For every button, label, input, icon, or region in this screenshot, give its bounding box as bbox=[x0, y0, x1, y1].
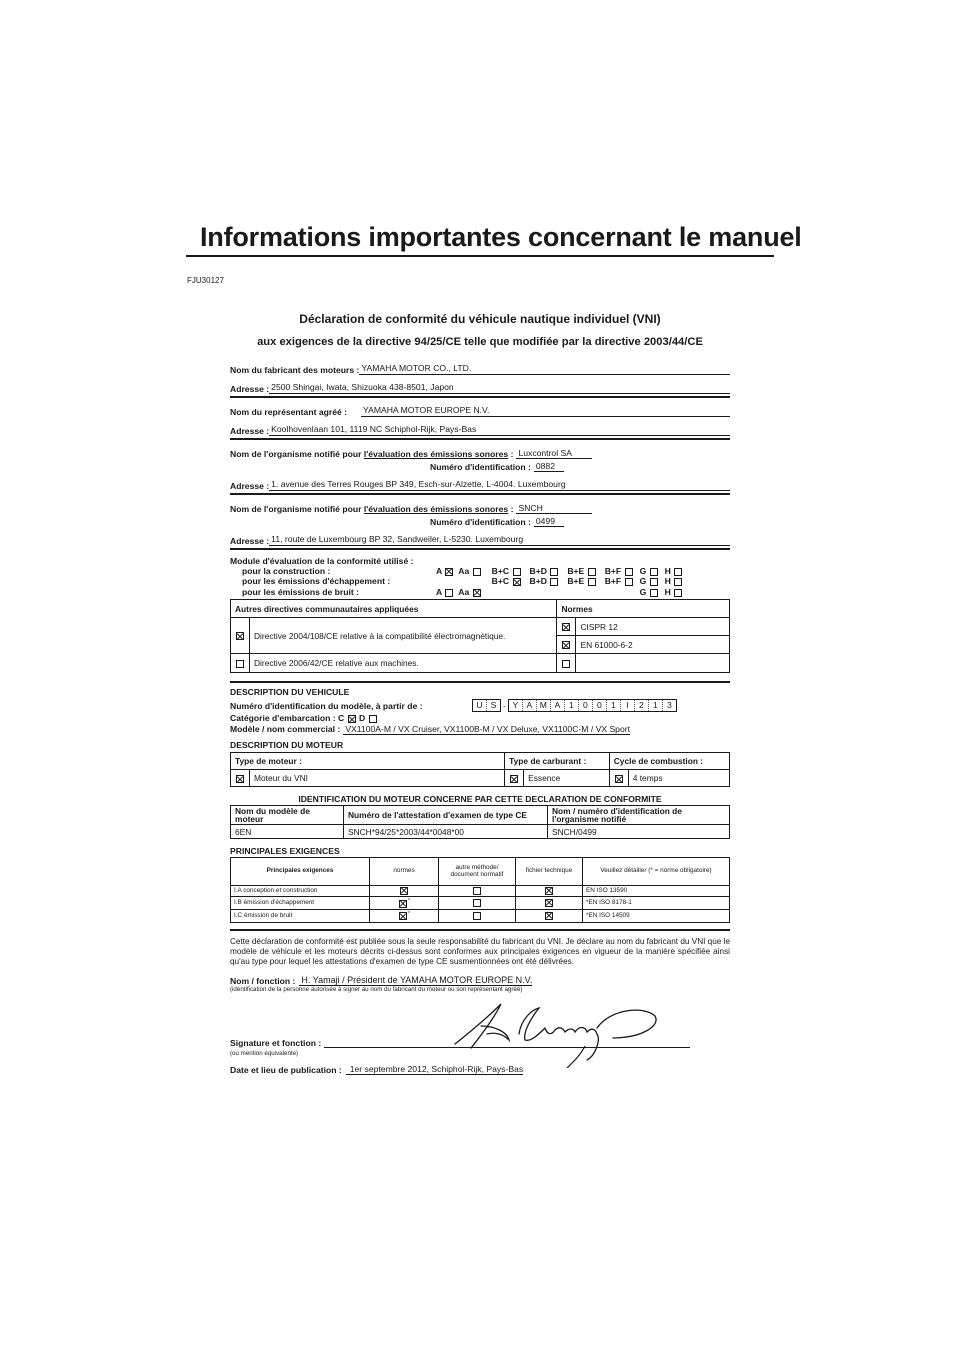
org2-row bbox=[230, 501, 730, 514]
directive-machines: Directive 2006/42/CE relative aux machines. bbox=[250, 654, 557, 673]
directives-header: Autres directives communautaires appliquées bbox=[231, 600, 557, 618]
checkbox-checked bbox=[545, 887, 553, 895]
ident-title: IDENTIFICATION DU MOTEUR CONCERNE PAR CETTE DECLARATION DE CONFORMITE bbox=[298, 794, 662, 805]
checkbox-empty bbox=[236, 660, 244, 668]
org1-row bbox=[230, 446, 730, 459]
address-label: Adresse : bbox=[230, 383, 270, 394]
checkbox-empty bbox=[674, 578, 682, 586]
org1-id-row bbox=[230, 459, 730, 472]
section-divider bbox=[230, 548, 730, 550]
declaration bbox=[230, 306, 730, 1075]
model-id-row: Numéro d'identification du modèle, à partir de : U S - Y A M A 1 0 0 1 I 2 1 3 bbox=[230, 699, 730, 712]
title-rule bbox=[186, 255, 774, 257]
normes-header: Normes bbox=[557, 600, 730, 618]
name-note: (identification de la personne autorisée à signer au nom du fabricant du moteur ou son représentant agréé) bbox=[230, 986, 523, 994]
checkbox-checked bbox=[562, 623, 570, 631]
engine-type: Moteur du VNI bbox=[250, 770, 505, 787]
module-row-label: pour les émissions de bruit : bbox=[242, 586, 359, 597]
manufacturer-row bbox=[230, 362, 730, 375]
ident-header: Nom du modèle de moteur bbox=[231, 805, 344, 825]
checkbox-checked bbox=[445, 568, 453, 576]
org1-address: 1. avenue des Terres Rouges BP 349, Esch-sur-Alzette, L-4004. Luxembourg bbox=[269, 479, 730, 491]
req-header: Veuillez détailler (* = norme obligatoire) bbox=[583, 857, 730, 885]
checkbox-empty bbox=[473, 912, 481, 920]
checkbox-empty bbox=[473, 899, 481, 907]
vin-prefix: U S bbox=[472, 699, 501, 712]
req-header: autre méthode/ document normatif bbox=[439, 857, 516, 885]
org2-id: 0499 bbox=[534, 516, 564, 527]
rep-address-row bbox=[230, 423, 730, 436]
checkbox-empty bbox=[588, 578, 596, 586]
ident-table bbox=[230, 805, 730, 840]
checkbox-checked bbox=[562, 641, 570, 649]
req-row: I.C émission de bruit * *EN ISO 14509 bbox=[231, 909, 730, 922]
directives-table bbox=[230, 599, 730, 673]
manufacturer-address-row bbox=[230, 381, 730, 394]
ident-header: Nom / numéro d'identification de l'organisme notifié bbox=[548, 805, 730, 825]
module-row-construction: pour la construction : A Aa B+C B+D B+E B+F G H bbox=[230, 566, 685, 576]
module-row-noise: pour les émissions de bruit : A Aa G H bbox=[230, 587, 685, 597]
vehicle-desc-title: DESCRIPTION DU VEHICULE bbox=[230, 687, 350, 698]
module-table bbox=[230, 566, 685, 597]
model-label: Modèle / nom commercial : bbox=[230, 723, 341, 734]
req-header: fichier technique bbox=[516, 857, 583, 885]
engine-type-header: Type de moteur : bbox=[231, 753, 505, 770]
manufacturer-label: Nom du fabricant des moteurs : bbox=[230, 364, 360, 375]
rep-label: Nom du représentant agréé : bbox=[230, 406, 347, 417]
checkbox-empty bbox=[650, 578, 658, 586]
model-row bbox=[230, 724, 730, 735]
checkbox-empty bbox=[562, 660, 570, 668]
org2-address-row bbox=[230, 533, 730, 546]
date-label: Date et lieu de publication : bbox=[230, 1064, 342, 1075]
req-header: normes bbox=[370, 857, 439, 885]
name-value: H. Yamaji / Président de YAMAHA MOTOR EUROPE N.V. bbox=[301, 974, 533, 985]
module-label: Module d'évaluation de la conformité utilisé : bbox=[230, 555, 414, 566]
section-divider bbox=[230, 681, 730, 683]
checkbox-checked bbox=[348, 715, 356, 723]
declaration-title: Déclaration de conformité du véhicule nautique individuel (VNI) bbox=[299, 312, 661, 326]
declaration-paragraph: Cette déclaration de conformité est publiée sous la seule responsabilité du fabricant du VNI. Je déclare au nom du fabricant du VNI que le modèle de véhicule et les moteurs décrits ci-dessus sont conformes aux principales exigences en vigueur de la manière spécifiée ainsi qu'au type pour lequel les attestations d'examen de type CE susmentionnées ont été délivrées. bbox=[230, 936, 730, 967]
name-label: Nom / fonction : bbox=[230, 976, 296, 986]
checkbox-checked bbox=[473, 589, 481, 597]
checkbox-checked bbox=[513, 578, 521, 586]
org1-value: Luxcontrol SA bbox=[516, 448, 592, 459]
page-title: Informations importantes concernant le manuel bbox=[200, 222, 802, 252]
requirements-table bbox=[230, 857, 730, 923]
checkbox-empty bbox=[650, 589, 658, 597]
checkbox-checked bbox=[399, 912, 407, 920]
date-value: 1er septembre 2012, Schiphol-Rijk, Pays-Bas bbox=[346, 1064, 523, 1075]
req-title: PRINCIPALES EXIGENCES bbox=[230, 846, 340, 857]
address-label: Adresse : bbox=[230, 425, 270, 436]
org2-id-row bbox=[230, 514, 730, 527]
engine-model: 6EN bbox=[231, 825, 344, 839]
checkbox-checked bbox=[399, 900, 407, 908]
section-divider bbox=[230, 929, 730, 931]
combustion-cycle: 4 temps bbox=[628, 770, 729, 787]
module-row-label: pour la construction : bbox=[242, 566, 331, 577]
ident-header: Numéro de l'attestation d'examen de type CE bbox=[344, 805, 548, 825]
address-label: Adresse : bbox=[230, 535, 270, 546]
id-label: Numéro d'identification : bbox=[430, 516, 531, 527]
rep-value: YAMAHA MOTOR EUROPE N.V. bbox=[361, 405, 730, 417]
rep-address: Koolhovenlaan 101, 1119 NC Schiphol-Rijk, Pays-Bas bbox=[269, 424, 730, 436]
certificate-number: SNCH*94/25*2003/44*0048*00 bbox=[344, 825, 548, 839]
org1-id: 0882 bbox=[534, 461, 564, 472]
checkbox-empty bbox=[550, 568, 558, 576]
checkbox-empty bbox=[650, 568, 658, 576]
norm-cispr: CISPR 12 bbox=[576, 618, 730, 636]
category-row: Catégorie d'embarcation : C D bbox=[230, 713, 730, 723]
checkbox-empty bbox=[674, 589, 682, 597]
sig-label: Signature et fonction : bbox=[230, 1037, 322, 1048]
section-divider bbox=[230, 493, 730, 495]
checkbox-empty bbox=[473, 568, 481, 576]
cycle-header: Cycle de combustion : bbox=[609, 753, 729, 770]
checkbox-empty bbox=[625, 578, 633, 586]
checkbox-checked bbox=[236, 632, 244, 640]
checkbox-empty bbox=[369, 715, 377, 723]
checkbox-empty bbox=[473, 887, 481, 895]
checkbox-checked bbox=[236, 775, 244, 783]
id-label: Numéro d'identification : bbox=[430, 461, 531, 472]
checkbox-empty bbox=[625, 568, 633, 576]
signature-block bbox=[230, 994, 730, 1064]
sig-note: (ou mention équivalente) bbox=[230, 1049, 299, 1057]
engine-table bbox=[230, 752, 730, 787]
directive-emc: Directive 2004/108/CE relative à la compatibilité électromagnétique. bbox=[250, 618, 557, 654]
section-divider bbox=[230, 396, 730, 398]
req-header: Principales exigences bbox=[231, 857, 370, 885]
checkbox-empty bbox=[674, 568, 682, 576]
org1-address-row bbox=[230, 478, 730, 491]
module-row-exhaust: pour les émissions d'échappement : B+C B+D B+E B+F G H bbox=[230, 576, 685, 586]
fuel-type-header: Type de carburant : bbox=[505, 753, 610, 770]
org-label: Nom de l'organisme notifié pour l'évaluation des émissions sonores : bbox=[230, 503, 514, 514]
module-row-label: pour les émissions d'échappement : bbox=[242, 576, 391, 587]
section-divider bbox=[230, 438, 730, 440]
req-row: I.B émission d'échappement * *EN ISO 8178-1 bbox=[231, 897, 730, 910]
checkbox-empty bbox=[513, 568, 521, 576]
notified-body: SNCH/0499 bbox=[548, 825, 730, 839]
declaration-subtitle: aux exigences de la directive 94/25/CE telle que modifiée par la directive 2003/44/CE bbox=[257, 336, 703, 349]
checkbox-checked bbox=[545, 899, 553, 907]
page-code: FJU30127 bbox=[187, 276, 224, 285]
manufacturer-address: 2500 Shingai, Iwata, Shizuoka 438-8501, Japon bbox=[269, 382, 730, 394]
checkbox-empty bbox=[550, 578, 558, 586]
checkbox-empty bbox=[588, 568, 596, 576]
checkbox-empty bbox=[445, 589, 453, 597]
norm-en61000: EN 61000-6-2 bbox=[576, 636, 730, 654]
vin-code: Y A M A 1 0 0 1 I 2 1 3 bbox=[508, 699, 677, 712]
fuel-type: Essence bbox=[524, 770, 610, 787]
name-row bbox=[230, 975, 730, 987]
org2-address: 11, route de Luxembourg BP 32, Sandweiler, L-5230. Luxembourg bbox=[269, 534, 730, 546]
org2-value: SNCH bbox=[516, 503, 592, 514]
sig-row bbox=[230, 1038, 690, 1048]
req-row: I.A conception et construction EN ISO 13590 bbox=[231, 885, 730, 896]
checkbox-checked bbox=[545, 912, 553, 920]
rep-row bbox=[230, 404, 730, 417]
checkbox-checked bbox=[615, 775, 623, 783]
checkbox-checked bbox=[510, 775, 518, 783]
model-value: VX1100A-M / VX Cruiser, VX1100B-M / VX Deluxe, VX1100C-M / VX Sport bbox=[345, 723, 630, 734]
engine-desc-title: DESCRIPTION DU MOTEUR bbox=[230, 740, 344, 751]
org-label: Nom de l'organisme notifié pour l'évaluation des émissions sonores : bbox=[230, 448, 514, 459]
model-id-label: Numéro d'identification du modèle, à partir de : bbox=[230, 700, 423, 711]
address-label: Adresse : bbox=[230, 480, 270, 491]
checkbox-checked bbox=[400, 887, 408, 895]
manufacturer-value: YAMAHA MOTOR CO., LTD. bbox=[359, 363, 730, 375]
signature-image bbox=[435, 998, 675, 1068]
